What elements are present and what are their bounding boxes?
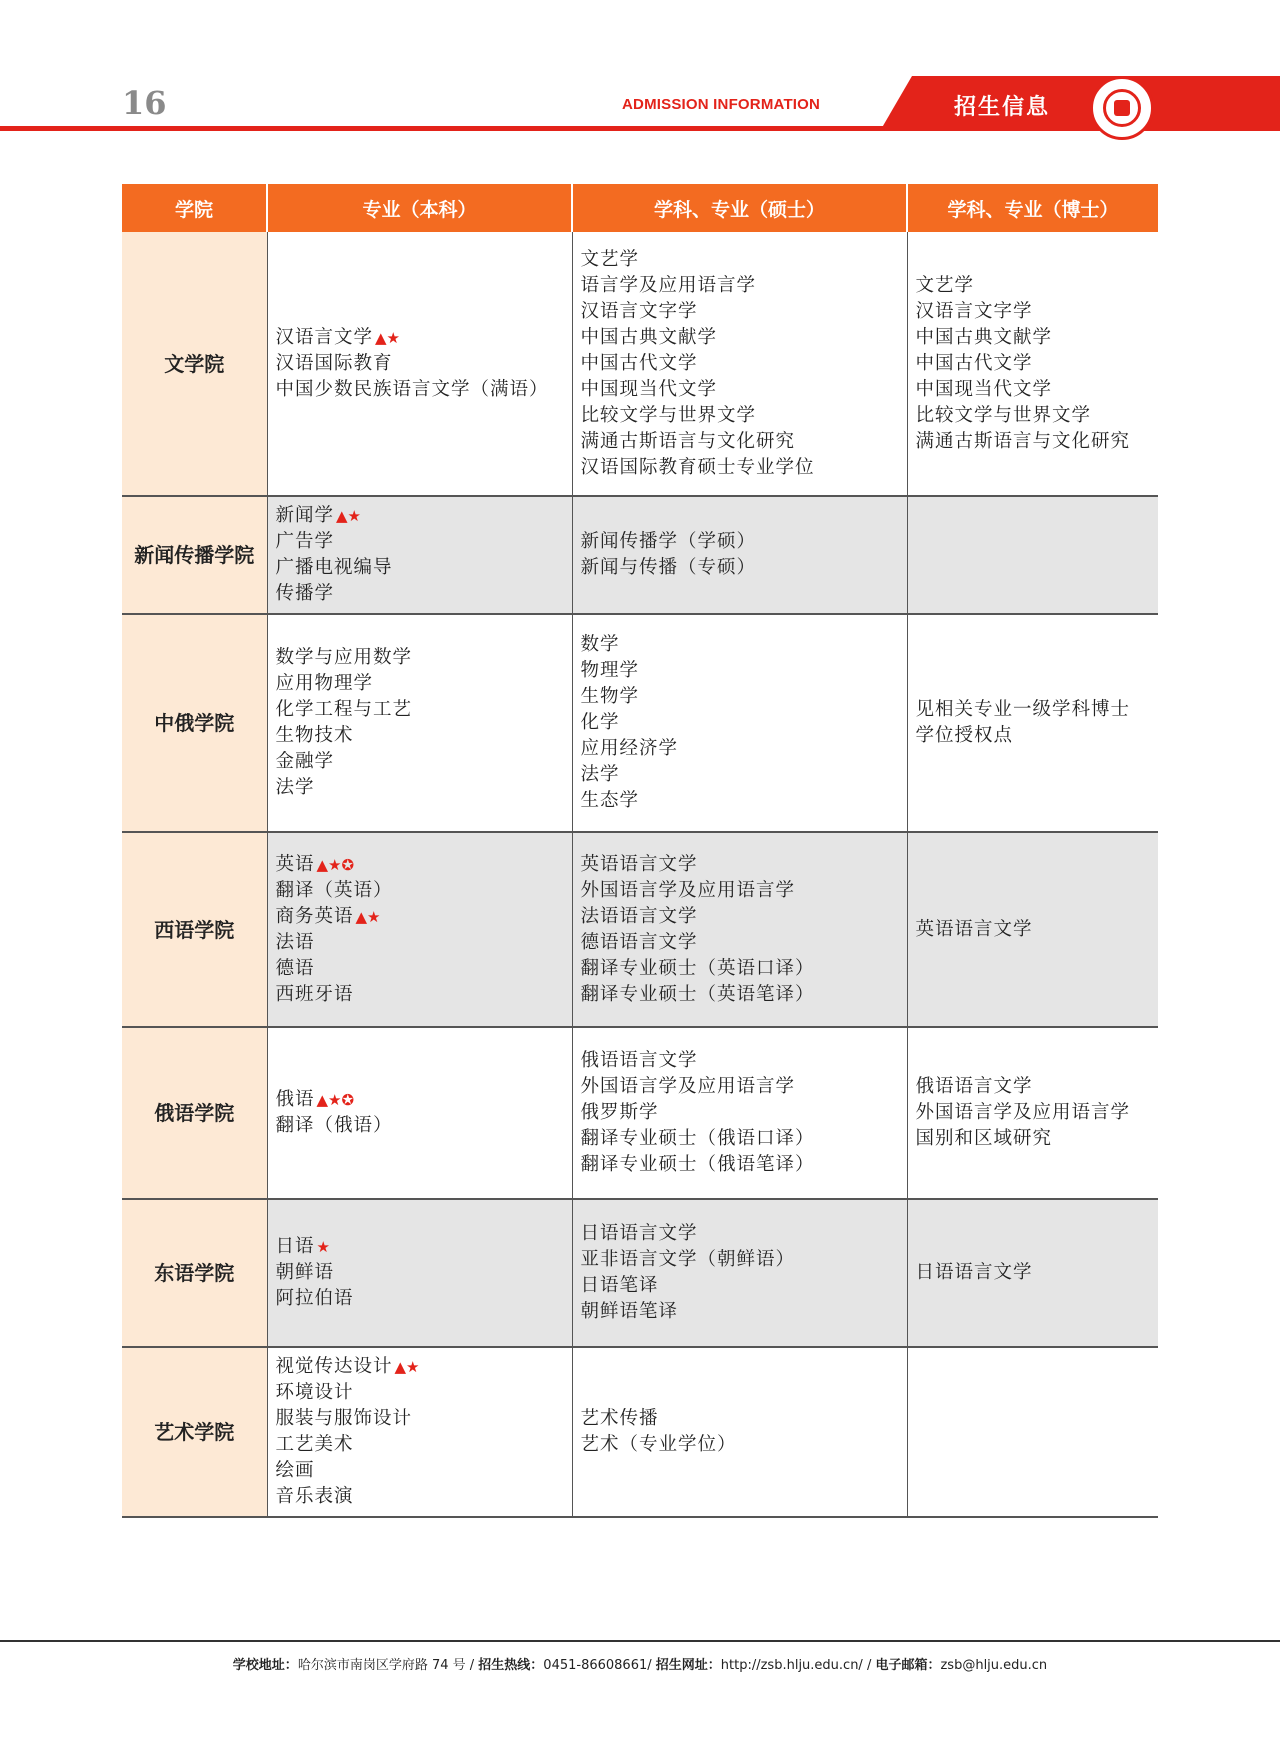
- header-college: 学院: [122, 184, 267, 232]
- list-item: 翻译专业硕士（俄语口译）: [580, 1128, 815, 1149]
- list-item: 汉语国际教育硕士专业学位: [580, 456, 815, 478]
- major-name: 环境设计: [275, 1382, 354, 1403]
- list-item: 翻译专业硕士（俄语笔译）: [580, 1154, 815, 1175]
- major-name: 数学与应用数学: [275, 647, 413, 668]
- list-item: [276, 904, 564, 930]
- list-item: [276, 1406, 564, 1432]
- list-item: 数学: [580, 634, 620, 655]
- major-name: 商务英语: [275, 905, 354, 927]
- master-programs: [572, 1027, 907, 1199]
- table-row: [122, 614, 1158, 832]
- list-item: 外国语言学及应用语言学: [580, 879, 796, 901]
- bachelor-majors: [267, 496, 572, 614]
- major-name: 音乐表演: [275, 1486, 354, 1507]
- list-item: [276, 503, 564, 529]
- list-item: 外国语言学及应用语言学: [915, 1102, 1131, 1123]
- list-item: 化学: [580, 712, 620, 733]
- page-number: 16: [122, 84, 167, 122]
- list-item: 外国语言学及应用语言学: [580, 1076, 796, 1097]
- header-master: 学科、专业（硕士）: [572, 184, 907, 232]
- list-item: [276, 878, 564, 904]
- list-item: 中国现当代文学: [580, 378, 718, 400]
- list-item: 日语语言文学: [580, 1223, 698, 1244]
- list-item: 德语语言文学: [580, 931, 698, 953]
- table-row: [122, 1027, 1158, 1199]
- college-name: 东语学院: [122, 1199, 267, 1347]
- bachelor-majors: [267, 1027, 572, 1199]
- list-item: 艺术传播: [580, 1408, 659, 1429]
- master-programs: [572, 232, 907, 496]
- major-name: 广告学: [275, 531, 335, 552]
- list-item: 俄语语言文学: [915, 1076, 1033, 1097]
- bachelor-majors: [267, 832, 572, 1027]
- doctor-programs: [907, 614, 1158, 832]
- list-item: [276, 749, 564, 775]
- major-marks-icon: ▲★: [355, 907, 381, 926]
- doctor-programs: [907, 1199, 1158, 1347]
- major-name: 传播学: [275, 583, 335, 604]
- list-item: 朝鲜语笔译: [580, 1301, 679, 1322]
- master-programs: [572, 496, 907, 614]
- footer-hotline-label: 招生热线：: [478, 1658, 544, 1673]
- list-item: [276, 697, 564, 723]
- major-name: 广播电视编导: [275, 557, 393, 578]
- list-item: [276, 775, 564, 801]
- list-item: 新闻与传播（专硕）: [580, 557, 757, 578]
- college-name: 西语学院: [122, 832, 267, 1027]
- table-header-row: [122, 184, 1158, 232]
- major-marks-icon: ▲★✪: [316, 1091, 355, 1109]
- list-item: [276, 982, 564, 1008]
- college-name: 俄语学院: [122, 1027, 267, 1199]
- list-item: [276, 1234, 564, 1260]
- bachelor-majors: [267, 1347, 572, 1517]
- list-item: [276, 723, 564, 749]
- footer-email: zsb@hlju.edu.cn: [940, 1658, 1048, 1673]
- major-marks-icon: ▲★: [375, 328, 400, 347]
- list-item: 法语语言文学: [580, 905, 698, 927]
- doctor-programs: [907, 832, 1158, 1027]
- list-item: 艺术（专业学位）: [580, 1434, 737, 1455]
- list-item: [276, 351, 564, 377]
- major-name: 金融学: [275, 751, 335, 772]
- list-item: 亚非语言文学（朝鲜语）: [580, 1249, 796, 1270]
- major-name: 日语: [275, 1236, 315, 1257]
- major-name: 工艺美术: [275, 1434, 354, 1455]
- footer-rule: [0, 1640, 1280, 1642]
- list-item: 英语语言文学: [580, 853, 698, 875]
- list-item: 满通古斯语言与文化研究: [915, 430, 1131, 452]
- master-programs: [572, 832, 907, 1027]
- major-name: 法学: [275, 777, 315, 798]
- major-marks-icon: ▲★: [336, 507, 361, 525]
- list-item: [276, 555, 564, 581]
- list-item: [276, 1286, 564, 1312]
- list-item: 俄语语言文学: [580, 1050, 698, 1071]
- major-marks-icon: ▲★: [394, 1358, 420, 1376]
- master-programs: [572, 614, 907, 832]
- major-name: 视觉传达设计: [275, 1356, 393, 1377]
- footer-address: 哈尔滨市南岗区学府路 74 号: [297, 1658, 466, 1673]
- list-item: 翻译专业硕士（英语口译）: [580, 957, 815, 979]
- header-title-cn: 招生信息: [954, 95, 1051, 120]
- list-item: [276, 1087, 564, 1113]
- list-item: [276, 1484, 564, 1510]
- footer: 学校地址：哈尔滨市南岗区学府路 74 号 / 招生热线：0451-86608661/ 招生网址：http://zsb.hlju.edu.cn/ / 电子邮箱：zsb@hlju.edu.cn: [232, 1658, 1048, 1673]
- table-row: [122, 496, 1158, 614]
- list-item: 见相关专业一级学科博士: [915, 699, 1131, 720]
- majors-table: [122, 184, 1158, 1518]
- major-name: 应用物理学: [275, 673, 374, 694]
- college-name: 艺术学院: [122, 1347, 267, 1517]
- table-row: [122, 232, 1158, 496]
- list-item: [276, 1113, 564, 1139]
- list-item: 中国古典文献学: [580, 326, 718, 348]
- doctor-programs: [907, 1347, 1158, 1517]
- list-item: 比较文学与世界文学: [915, 404, 1092, 426]
- major-name: 汉语言文学: [275, 326, 374, 348]
- footer-hotline: 0451-86608661: [543, 1658, 648, 1673]
- header-bachelor: 专业（本科）: [267, 184, 572, 232]
- list-item: 汉语言文字学: [580, 300, 698, 322]
- list-item: 汉语言文字学: [915, 300, 1033, 322]
- bachelor-majors: [267, 232, 572, 496]
- list-item: 国别和区域研究: [915, 1128, 1053, 1149]
- major-name: 翻译（英语）: [275, 879, 393, 901]
- major-name: 德语: [275, 957, 315, 979]
- list-item: [276, 852, 564, 878]
- major-name: 化学工程与工艺: [275, 699, 413, 720]
- college-name: 文学院: [122, 232, 267, 496]
- major-name: 俄语: [275, 1089, 315, 1110]
- major-marks-icon: ★: [316, 1238, 330, 1256]
- doctor-programs: [907, 496, 1158, 614]
- table-row: [122, 832, 1158, 1027]
- list-item: [276, 671, 564, 697]
- college-name: 中俄学院: [122, 614, 267, 832]
- list-item: [276, 1380, 564, 1406]
- footer-website: http://zsb.hlju.edu.cn/: [720, 1658, 863, 1673]
- major-name: 中国少数民族语言文学（满语）: [275, 378, 549, 400]
- list-item: [276, 377, 564, 403]
- major-marks-icon: ▲★✪: [316, 855, 355, 874]
- major-name: 生物技术: [275, 725, 354, 746]
- footer-address-label: 学校地址：: [232, 1658, 298, 1673]
- list-item: [276, 645, 564, 671]
- list-item: [276, 956, 564, 982]
- major-name: 汉语国际教育: [275, 352, 393, 374]
- list-item: [276, 325, 564, 351]
- header-title-en: ADMISSION INFORMATION: [622, 96, 821, 113]
- major-name: 绘画: [275, 1460, 315, 1481]
- header-doctor: 学科、专业（博士）: [907, 184, 1158, 232]
- footer-website-label: 招生网址：: [655, 1658, 721, 1673]
- list-item: 法学: [580, 764, 620, 785]
- list-item: 英语语言文学: [915, 918, 1033, 940]
- list-item: 满通古斯语言与文化研究: [580, 430, 796, 452]
- list-item: [276, 1458, 564, 1484]
- college-name: 新闻传播学院: [122, 496, 267, 614]
- footer-email-label: 电子邮箱：: [875, 1658, 941, 1673]
- bachelor-majors: [267, 1199, 572, 1347]
- list-item: [276, 1260, 564, 1286]
- major-name: 新闻学: [275, 505, 335, 526]
- list-item: 文艺学: [580, 248, 640, 270]
- list-item: [276, 581, 564, 607]
- header-tab: [880, 76, 1280, 131]
- list-item: 物理学: [580, 660, 640, 681]
- table-row: [122, 1347, 1158, 1517]
- list-item: [276, 930, 564, 956]
- major-name: 西班牙语: [275, 983, 354, 1005]
- list-item: [276, 529, 564, 555]
- list-item: 中国古典文献学: [915, 326, 1053, 348]
- bachelor-majors: [267, 614, 572, 832]
- master-programs: [572, 1199, 907, 1347]
- list-item: 文艺学: [915, 274, 975, 296]
- list-item: 俄罗斯学: [580, 1102, 659, 1123]
- list-item: 日语语言文学: [915, 1262, 1033, 1283]
- list-item: 中国古代文学: [915, 352, 1033, 374]
- master-programs: [572, 1347, 907, 1517]
- doctor-programs: [907, 232, 1158, 496]
- list-item: 语言学及应用语言学: [580, 274, 757, 296]
- major-name: 法语: [275, 931, 315, 953]
- list-item: [276, 1354, 564, 1380]
- list-item: 中国古代文学: [580, 352, 698, 374]
- major-name: 翻译（俄语）: [275, 1115, 393, 1136]
- list-item: 生物学: [580, 686, 640, 707]
- major-name: 服装与服饰设计: [275, 1408, 413, 1429]
- doctor-programs: [907, 1027, 1158, 1199]
- list-item: 应用经济学: [580, 738, 679, 759]
- list-item: 翻译专业硕士（英语笔译）: [580, 983, 815, 1005]
- major-name: 英语: [275, 853, 315, 875]
- list-item: 学位授权点: [915, 725, 1014, 746]
- major-name: 朝鲜语: [275, 1262, 335, 1283]
- list-item: [276, 1432, 564, 1458]
- table-row: [122, 1199, 1158, 1347]
- list-item: 中国现当代文学: [915, 378, 1053, 400]
- list-item: 生态学: [580, 790, 640, 811]
- list-item: 日语笔译: [580, 1275, 659, 1296]
- list-item: 比较文学与世界文学: [580, 404, 757, 426]
- list-item: 新闻传播学（学硕）: [580, 531, 757, 552]
- major-name: 阿拉伯语: [275, 1288, 354, 1309]
- university-seal-icon: [1090, 76, 1154, 140]
